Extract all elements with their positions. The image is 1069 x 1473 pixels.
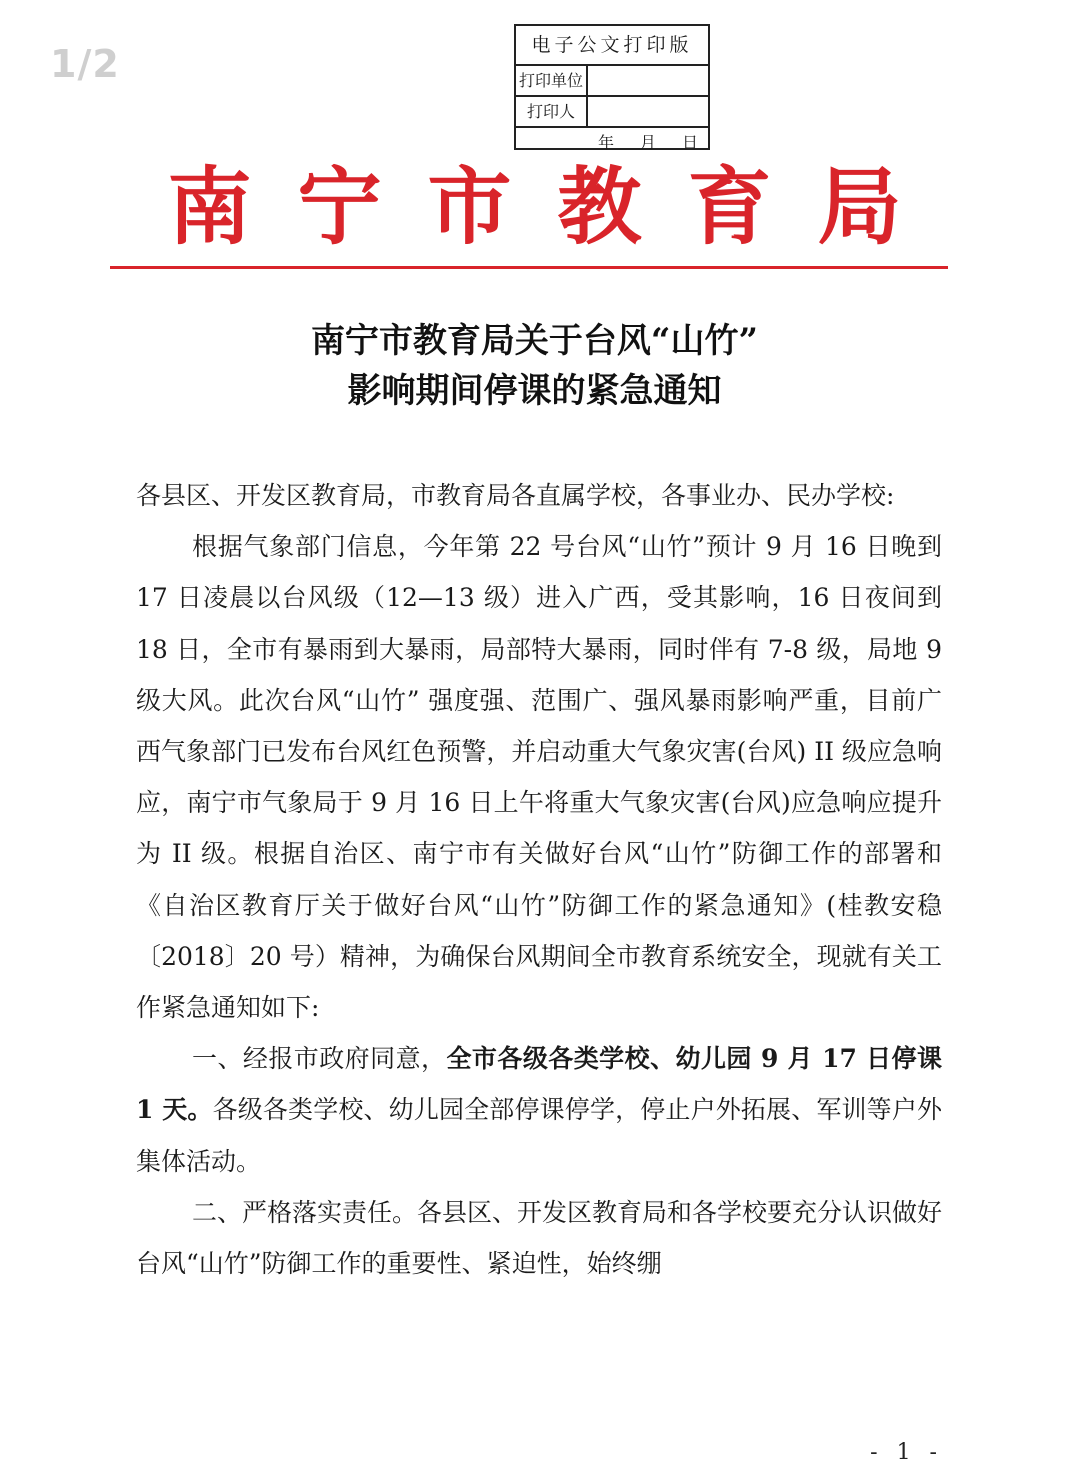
title-line-1: 南宁市教育局关于台风“山竹” <box>310 321 759 361</box>
page-number: - 1 - <box>870 1440 943 1465</box>
document-body <box>136 470 942 1289</box>
stamp-row-unit <box>516 66 708 97</box>
paragraph-3: 二、严格落实责任。各县区、开发区教育局和各学校要充分认识做好台风“山竹”防御工作的重要性、紧迫性，始终绷 <box>136 1197 943 1279</box>
stamp-date <box>516 128 708 157</box>
title-line-2: 影响期间停课的紧急通知 <box>347 371 722 411</box>
masthead: 南宁市教育局 <box>167 157 948 256</box>
paragraph-2-rest: 各级各类学校、幼儿园全部停课停学，停止户外拓展、军训等户外集体活动。 <box>136 1095 942 1176</box>
salutation: 各县区、开发区教育局，市教育局各直属学校，各事业办、民办学校: <box>136 481 895 510</box>
stamp-year: 年 <box>597 133 616 152</box>
red-divider <box>110 266 948 269</box>
print-stamp-box <box>514 24 710 150</box>
paragraph-1: 根据气象部门信息，今年第 22 号台风“山竹”预计 9 月 16 日晚到 17 日凌晨以台风级（12—13 级）进入广西，受其影响，16 日夜间到 18 日，全市有暴雨到大暴雨，局部特大暴雨，同时伴有 7-8 级，局地 9 级大风。此次台风“山竹” 强度强、范围广、强风暴雨影响严重，目前广西气象部门已发布台风红色预警，并启动重大气象灾害(台风) II 级应急响应，南宁市气象局于 9 月 16 日上午将重大气象灾害(台风)应急响应提升为 II 级。根据自治区、南宁市有关做好台风“山竹”防御工作的部署和《自治区教育厅关于做好台风“山竹”防御工作的紧急通知》(桂教安稳〔2018〕20 号）精神，为确保台风期间全市教育系统安全，现就有关工作紧急通知如下: <box>136 532 942 1023</box>
stamp-row-person <box>516 97 708 128</box>
stamp-title: 电子公文打印版 <box>516 26 708 66</box>
stamp-unit-label: 打印单位 <box>516 66 588 95</box>
stamp-month: 月 <box>639 133 658 152</box>
stamp-day: 日 <box>681 133 700 152</box>
paragraph-2 <box>136 1033 942 1187</box>
page-indicator: 1/2 <box>50 42 120 86</box>
paragraph-2-emphasis: 全市各级各类学校、幼儿园 9 月 17 日停课 1 天。 <box>136 1044 942 1125</box>
stamp-person-label: 打印人 <box>516 97 588 126</box>
document-title <box>0 316 1069 416</box>
paragraph-2-prefix: 一、经报市政府同意， <box>192 1044 447 1074</box>
